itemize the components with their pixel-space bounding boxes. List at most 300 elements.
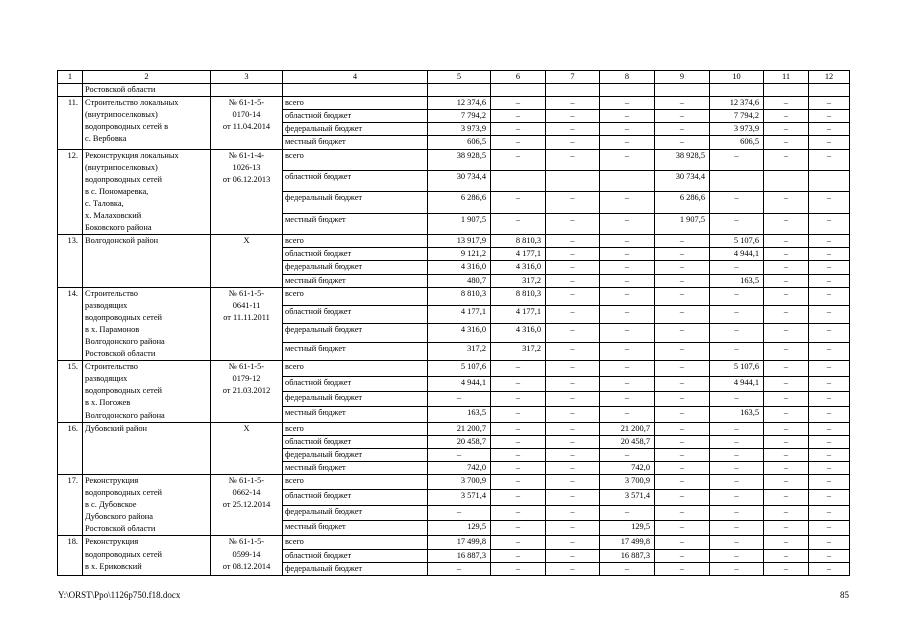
table-row (58, 422, 850, 435)
object-name-cell (83, 475, 211, 536)
amount-cell: – (809, 97, 850, 110)
amount-cell: 7 794,2 (428, 110, 491, 123)
amount-cell: 606,5 (428, 136, 491, 149)
object-name-line: Реконструкция локальных (85, 150, 179, 160)
document-cell (211, 536, 283, 575)
amount-cell: 4 177,1 (491, 305, 546, 323)
document-line: № 61-1-5- (228, 537, 265, 547)
amount-cell: – (809, 274, 850, 287)
object-name-line: разводящих (85, 300, 128, 310)
funding-source-cell: федеральный бюджет (283, 324, 428, 342)
object-name-line: Волгодонского района (85, 410, 165, 420)
empty-cell (546, 84, 600, 97)
amount-cell: – (764, 521, 809, 536)
amount-cell: – (710, 287, 764, 305)
amount-cell: – (491, 461, 546, 474)
amount-cell: – (491, 149, 546, 170)
amount-cell: – (809, 521, 850, 536)
amount-cell: 5 107,6 (710, 361, 764, 376)
object-name-line: Ростовской области (85, 524, 156, 534)
amount-cell: – (491, 549, 546, 562)
amount-cell: – (491, 407, 546, 422)
funding-source-cell: областной бюджет (283, 376, 428, 391)
row-number-cell: 17. (58, 475, 83, 536)
amount-cell: 9 121,2 (428, 248, 491, 261)
funding-source-cell: федеральный бюджет (283, 448, 428, 461)
amount-cell: – (600, 342, 655, 360)
amount-cell: 4 177,1 (491, 248, 546, 261)
amount-cell: – (655, 461, 710, 474)
amount-cell: 21 200,7 (428, 422, 491, 435)
amount-cell: – (764, 287, 809, 305)
funding-source-cell: местный бюджет (283, 274, 428, 287)
amount-cell: – (655, 435, 710, 448)
amount-cell: – (491, 435, 546, 448)
object-name-line: Ростовской области (85, 349, 156, 359)
object-name-line: (внутрипоселковых) (85, 110, 158, 120)
funding-source-cell: местный бюджет (283, 521, 428, 536)
object-name-line: водопроводных сетей (85, 549, 163, 559)
amount-cell: – (600, 305, 655, 323)
funding-source-cell: всего (283, 536, 428, 549)
amount-cell: – (600, 123, 655, 136)
amount-cell: – (546, 490, 600, 505)
amount-cell: – (600, 192, 655, 213)
object-name-line: Волгодонского района (85, 336, 165, 346)
column-number-header: 10 (710, 71, 764, 84)
amount-cell: – (655, 110, 710, 123)
document-line: от 11.11.2011 (223, 312, 270, 322)
amount-cell: 163,5 (428, 407, 491, 422)
amount-cell: – (546, 213, 600, 234)
document-line: 0641-11 (232, 300, 261, 310)
amount-cell: 4 944,1 (428, 376, 491, 391)
amount-cell: – (655, 376, 710, 391)
amount-cell: – (546, 342, 600, 360)
object-name-line: в х. Ериковский (85, 561, 142, 571)
amount-cell: 606,5 (710, 136, 764, 149)
amount-cell: – (809, 149, 850, 170)
amount-cell: – (600, 376, 655, 391)
column-number-header: 9 (655, 71, 710, 84)
object-name-line: Волгодонской район (85, 236, 159, 246)
amount-cell: – (491, 562, 546, 575)
amount-cell: – (546, 549, 600, 562)
document-cell (211, 287, 283, 361)
amount-cell: – (809, 536, 850, 549)
amount-cell: 163,5 (710, 407, 764, 422)
column-number-header: 1 (58, 71, 83, 84)
empty-cell (491, 84, 546, 97)
amount-cell: – (655, 361, 710, 376)
amount-cell: 7 794,2 (710, 110, 764, 123)
amount-cell: – (600, 149, 655, 170)
amount-cell: – (809, 435, 850, 448)
amount-cell: – (764, 361, 809, 376)
amount-cell: 17 499,8 (428, 536, 491, 549)
amount-cell: – (600, 361, 655, 376)
amount-cell: – (809, 192, 850, 213)
document-line: № 61-1-4- (228, 150, 265, 160)
amount-cell: – (764, 274, 809, 287)
amount-cell: – (655, 305, 710, 323)
row-number-cell: 13. (58, 235, 83, 287)
funding-source-cell: областной бюджет (283, 490, 428, 505)
column-number-header: 11 (764, 71, 809, 84)
amount-cell: – (546, 248, 600, 261)
document-line: № 61-1-5- (228, 288, 265, 298)
footer-page-number: 85 (840, 590, 849, 600)
funding-source-cell: местный бюджет (283, 213, 428, 234)
amount-cell: – (809, 505, 850, 520)
amount-cell: 8 810,3 (491, 235, 546, 248)
amount-cell: – (546, 149, 600, 170)
table-row (58, 97, 850, 110)
column-number-header: 2 (83, 71, 211, 84)
amount-cell (546, 170, 600, 191)
amount-cell: 21 200,7 (600, 422, 655, 435)
object-name-cell (83, 97, 211, 149)
amount-cell: – (546, 475, 600, 490)
amount-cell: – (710, 536, 764, 549)
amount-cell: – (809, 123, 850, 136)
amount-cell: – (546, 407, 600, 422)
funding-source-cell: местный бюджет (283, 461, 428, 474)
amount-cell (764, 170, 809, 191)
amount-cell: – (809, 490, 850, 505)
funding-source-cell: всего (283, 149, 428, 170)
document-line: № 61-1-5- (228, 476, 265, 485)
empty-cell (428, 84, 491, 97)
amount-cell: – (764, 549, 809, 562)
amount-cell: – (491, 521, 546, 536)
table-row (58, 149, 850, 170)
object-name-line: Строительство (85, 362, 138, 372)
funding-source-cell: федеральный бюджет (283, 505, 428, 520)
document-line: Х (243, 423, 250, 433)
object-name-cell (83, 361, 211, 422)
column-number-header: 8 (600, 71, 655, 84)
amount-cell: – (764, 213, 809, 234)
amount-cell: – (710, 435, 764, 448)
amount-cell: – (710, 549, 764, 562)
amount-cell: – (809, 391, 850, 406)
table-row (58, 361, 850, 376)
object-name-line: Строительство (85, 288, 138, 298)
table-row (58, 475, 850, 490)
amount-cell: – (764, 123, 809, 136)
amount-cell: – (655, 490, 710, 505)
amount-cell: – (710, 475, 764, 490)
amount-cell: – (546, 324, 600, 342)
amount-cell: 38 928,5 (428, 149, 491, 170)
object-name-line: в с. Дубовское (85, 500, 137, 510)
amount-cell: – (809, 448, 850, 461)
table-row (58, 287, 850, 305)
funding-source-cell: областной бюджет (283, 435, 428, 448)
object-name-line: Реконструкция (85, 537, 139, 547)
amount-cell: – (764, 324, 809, 342)
amount-cell: – (546, 136, 600, 149)
funding-source-cell: областной бюджет (283, 248, 428, 261)
table-row (58, 536, 850, 549)
document-line: от 21.03.2012 (222, 386, 271, 396)
amount-cell: – (764, 422, 809, 435)
amount-cell: – (491, 490, 546, 505)
amount-cell: – (655, 422, 710, 435)
amount-cell: – (655, 521, 710, 536)
amount-cell: 3 571,4 (600, 490, 655, 505)
amount-cell: – (655, 549, 710, 562)
amount-cell (710, 170, 764, 191)
continuation-row (58, 84, 850, 97)
amount-cell: – (546, 123, 600, 136)
column-number-header: 7 (546, 71, 600, 84)
amount-cell: – (809, 248, 850, 261)
funding-source-cell: областной бюджет (283, 110, 428, 123)
amount-cell: – (809, 324, 850, 342)
amount-cell: – (546, 261, 600, 274)
amount-cell: – (600, 261, 655, 274)
amount-cell: 4 316,0 (428, 261, 491, 274)
document-line: 0179-12 (232, 374, 261, 384)
amount-cell: – (600, 235, 655, 248)
amount-cell: – (809, 361, 850, 376)
document-cell (211, 97, 283, 149)
amount-cell: 3 973,9 (710, 123, 764, 136)
row-number-cell: 11. (58, 97, 83, 149)
table-row (58, 235, 850, 248)
funding-source-cell: областной бюджет (283, 170, 428, 191)
object-name-line: водопроводных сетей (85, 488, 163, 498)
amount-cell: 30 734,4 (655, 170, 710, 191)
empty-cell (809, 84, 850, 97)
object-name-line: водопроводных сетей (85, 312, 163, 322)
amount-cell: – (764, 448, 809, 461)
amount-cell: – (491, 110, 546, 123)
column-number-header: 4 (283, 71, 428, 84)
object-name-line: в х. Погожев (85, 398, 131, 408)
object-name-line: водопроводных сетей в (85, 122, 169, 132)
amount-cell (809, 170, 850, 191)
object-name-line: с. Таловка, (85, 198, 124, 208)
empty-cell (655, 84, 710, 97)
amount-cell: 4 316,0 (491, 324, 546, 342)
object-name-line: водопроводных сетей (85, 386, 163, 396)
amount-cell: – (710, 324, 764, 342)
amount-cell: – (546, 376, 600, 391)
document-line: 0662-14 (232, 488, 261, 498)
empty-cell (710, 84, 764, 97)
amount-cell: – (491, 391, 546, 406)
amount-cell: 317,2 (491, 342, 546, 360)
document-line: от 06.12.2013 (222, 174, 271, 184)
column-number-header: 6 (491, 71, 546, 84)
funding-source-cell: всего (283, 235, 428, 248)
amount-cell: – (600, 391, 655, 406)
amount-cell: – (710, 261, 764, 274)
row-number-cell: 16. (58, 422, 83, 474)
funding-source-cell: местный бюджет (283, 407, 428, 422)
amount-cell: 163,5 (710, 274, 764, 287)
amount-cell: – (710, 461, 764, 474)
amount-cell: 3 973,9 (428, 123, 491, 136)
amount-cell: – (428, 448, 491, 461)
amount-cell: – (764, 248, 809, 261)
amount-cell: – (655, 342, 710, 360)
amount-cell: – (428, 505, 491, 520)
amount-cell: 3 700,9 (600, 475, 655, 490)
amount-cell: 20 458,7 (600, 435, 655, 448)
amount-cell: – (546, 235, 600, 248)
amount-cell: – (809, 562, 850, 575)
amount-cell: 5 107,6 (428, 361, 491, 376)
object-name-cell (83, 235, 211, 287)
object-name-line: х. Малаховский (85, 211, 142, 221)
amount-cell: – (491, 505, 546, 520)
amount-cell: – (546, 536, 600, 549)
amount-cell: – (710, 422, 764, 435)
amount-cell: – (600, 505, 655, 520)
amount-cell: – (600, 248, 655, 261)
amount-cell: 4 177,1 (428, 305, 491, 323)
object-name-line: Дубовского района (85, 512, 153, 522)
document-cell (211, 149, 283, 235)
amount-cell: – (809, 136, 850, 149)
amount-cell: – (546, 361, 600, 376)
amount-cell: – (710, 391, 764, 406)
amount-cell: – (546, 562, 600, 575)
amount-cell: – (655, 248, 710, 261)
amount-cell: 38 928,5 (655, 149, 710, 170)
amount-cell: – (655, 261, 710, 274)
amount-cell: – (764, 235, 809, 248)
funding-source-cell: всего (283, 361, 428, 376)
amount-cell: – (428, 562, 491, 575)
amount-cell: – (764, 136, 809, 149)
amount-cell: – (546, 448, 600, 461)
amount-cell: – (764, 110, 809, 123)
amount-cell: – (710, 305, 764, 323)
amount-cell: – (710, 342, 764, 360)
amount-cell: 4 316,0 (491, 261, 546, 274)
amount-cell: 6 286,6 (655, 192, 710, 213)
footer-file-path: Y:\ORST\Ppo\1126p750.f18.docx (58, 590, 181, 600)
funding-source-cell: федеральный бюджет (283, 192, 428, 213)
amount-cell: 317,2 (428, 342, 491, 360)
document-line: от 25.12.2014 (222, 500, 271, 510)
document-line: № 61-1-5- (228, 98, 265, 108)
amount-cell: – (764, 461, 809, 474)
amount-cell: – (655, 235, 710, 248)
amount-cell: – (546, 192, 600, 213)
object-name-line: Реконструкция (85, 476, 139, 485)
amount-cell: 1 907,5 (655, 213, 710, 234)
amount-cell: 17 499,8 (600, 536, 655, 549)
amount-cell: 317,2 (491, 274, 546, 287)
amount-cell: 4 316,0 (428, 324, 491, 342)
amount-cell: 16 887,3 (600, 549, 655, 562)
amount-cell: – (546, 97, 600, 110)
amount-cell: – (710, 192, 764, 213)
amount-cell: 4 944,1 (710, 248, 764, 261)
amount-cell: – (600, 448, 655, 461)
object-name-line: Боковского района (85, 223, 152, 233)
amount-cell: – (491, 136, 546, 149)
document-line: от 08.12.2014 (222, 561, 271, 571)
amount-cell: – (809, 110, 850, 123)
amount-cell: 13 917,9 (428, 235, 491, 248)
amount-cell: – (764, 305, 809, 323)
amount-cell (600, 170, 655, 191)
amount-cell: – (809, 261, 850, 274)
row-number-cell: 14. (58, 287, 83, 361)
object-name-line: Дубовский район (85, 423, 148, 433)
amount-cell: – (764, 97, 809, 110)
amount-cell: – (655, 391, 710, 406)
amount-cell: – (710, 505, 764, 520)
amount-cell: – (764, 192, 809, 213)
amount-cell: – (655, 287, 710, 305)
object-name-line: с. Вербовка (85, 134, 127, 144)
amount-cell: – (809, 305, 850, 323)
amount-cell: – (546, 287, 600, 305)
funding-source-cell: местный бюджет (283, 136, 428, 149)
object-name-cell (83, 536, 211, 575)
object-name-cell (83, 149, 211, 235)
document-line: Х (243, 236, 250, 246)
amount-cell: – (655, 324, 710, 342)
budget-table (57, 70, 850, 576)
amount-cell: 12 374,6 (710, 97, 764, 110)
amount-cell: – (546, 110, 600, 123)
amount-cell: – (764, 562, 809, 575)
empty-cell (283, 84, 428, 97)
amount-cell (491, 170, 546, 191)
amount-cell: – (546, 461, 600, 474)
amount-cell: 12 374,6 (428, 97, 491, 110)
amount-cell: – (764, 536, 809, 549)
amount-cell: – (491, 448, 546, 461)
amount-cell: – (655, 536, 710, 549)
row-number-cell (58, 84, 83, 97)
amount-cell: – (655, 505, 710, 520)
funding-source-cell: местный бюджет (283, 342, 428, 360)
object-name-line: в с. Пономаревка, (85, 186, 149, 196)
amount-cell: – (764, 261, 809, 274)
amount-cell: – (809, 376, 850, 391)
amount-cell: – (491, 475, 546, 490)
amount-cell: – (600, 136, 655, 149)
funding-source-cell: всего (283, 475, 428, 490)
amount-cell: – (655, 136, 710, 149)
empty-cell (600, 84, 655, 97)
amount-cell: – (764, 435, 809, 448)
amount-cell: – (546, 305, 600, 323)
amount-cell: – (809, 475, 850, 490)
amount-cell: 20 458,7 (428, 435, 491, 448)
amount-cell: – (655, 448, 710, 461)
amount-cell: – (764, 391, 809, 406)
row-number-cell: 12. (58, 149, 83, 235)
object-name-cell (83, 287, 211, 361)
funding-source-cell: федеральный бюджет (283, 391, 428, 406)
amount-cell: – (710, 213, 764, 234)
amount-cell: 8 810,3 (428, 287, 491, 305)
document-cell (211, 475, 283, 536)
amount-cell: – (428, 391, 491, 406)
amount-cell: 129,5 (600, 521, 655, 536)
